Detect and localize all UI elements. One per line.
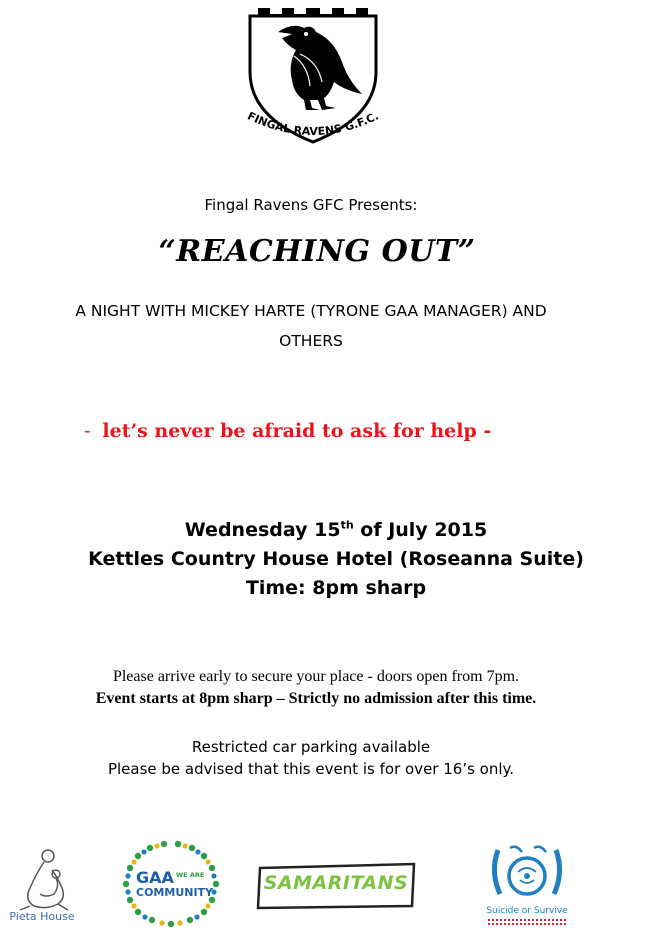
event-time: Time: 8pm sharp: [245, 577, 427, 599]
event-subtitle: [0, 296, 622, 356]
date-after: of July 2015: [353, 519, 488, 541]
gaa-we-are-text: WE ARE: [176, 871, 205, 879]
event-venue: Kettles Country House Hotel (Roseanna Suite): [88, 548, 584, 570]
crest-text: FINGAL RAVENS G.F.C.: [245, 112, 381, 139]
event-date: [0, 516, 660, 545]
arrival-notice: [0, 666, 632, 710]
arrival-line: Please arrive early to secure your place - doors open from 7pm.: [112, 668, 520, 685]
date-before: Wednesday 15: [184, 519, 341, 541]
event-details: [0, 516, 660, 603]
gaa-text: GAA: [136, 868, 174, 887]
admission-line: Event starts at 8pm sharp – Strictly no admission after this time.: [95, 690, 537, 707]
date-suffix: th: [340, 518, 354, 532]
gaa-community-text: COMMUNITY: [136, 886, 214, 899]
tagline: [84, 420, 491, 442]
pieta-house-logo: [6, 848, 78, 928]
extra-info: [0, 736, 622, 780]
subtitle-line-2: OTHERS: [279, 332, 343, 350]
presents-line: Fingal Ravens GFC Presents:: [204, 196, 418, 214]
svg-text:FINGAL RAVENS G.F.C.: [245, 112, 380, 138]
gaa-community-logo: [118, 840, 224, 930]
tagline-text: let’s never be afraid to ask for help -: [102, 420, 492, 442]
pieta-figure-icon: [6, 848, 78, 912]
sos-dotted-line-icon: [488, 918, 566, 926]
samaritans-logo: [254, 862, 418, 910]
sos-emblem-icon: [486, 842, 568, 908]
age-line: Please be advised that this event is for over 16’s only.: [107, 760, 515, 778]
pieta-house-text: Pieta House: [9, 910, 75, 923]
samaritans-text: SAMARITANS: [263, 872, 409, 894]
parking-line: Restricted car parking available: [191, 738, 431, 756]
subtitle-line-1: A NIGHT WITH MICKEY HARTE (TYRONE GAA MANAGER) AND: [75, 302, 547, 320]
event-title: “REACHING OUT”: [158, 234, 476, 269]
crest-club-name-curve: [238, 112, 388, 146]
tagline-dash: -: [84, 420, 91, 442]
suicide-or-survive-logo: [486, 842, 568, 926]
sos-text: Suicide or Survive: [486, 906, 568, 916]
